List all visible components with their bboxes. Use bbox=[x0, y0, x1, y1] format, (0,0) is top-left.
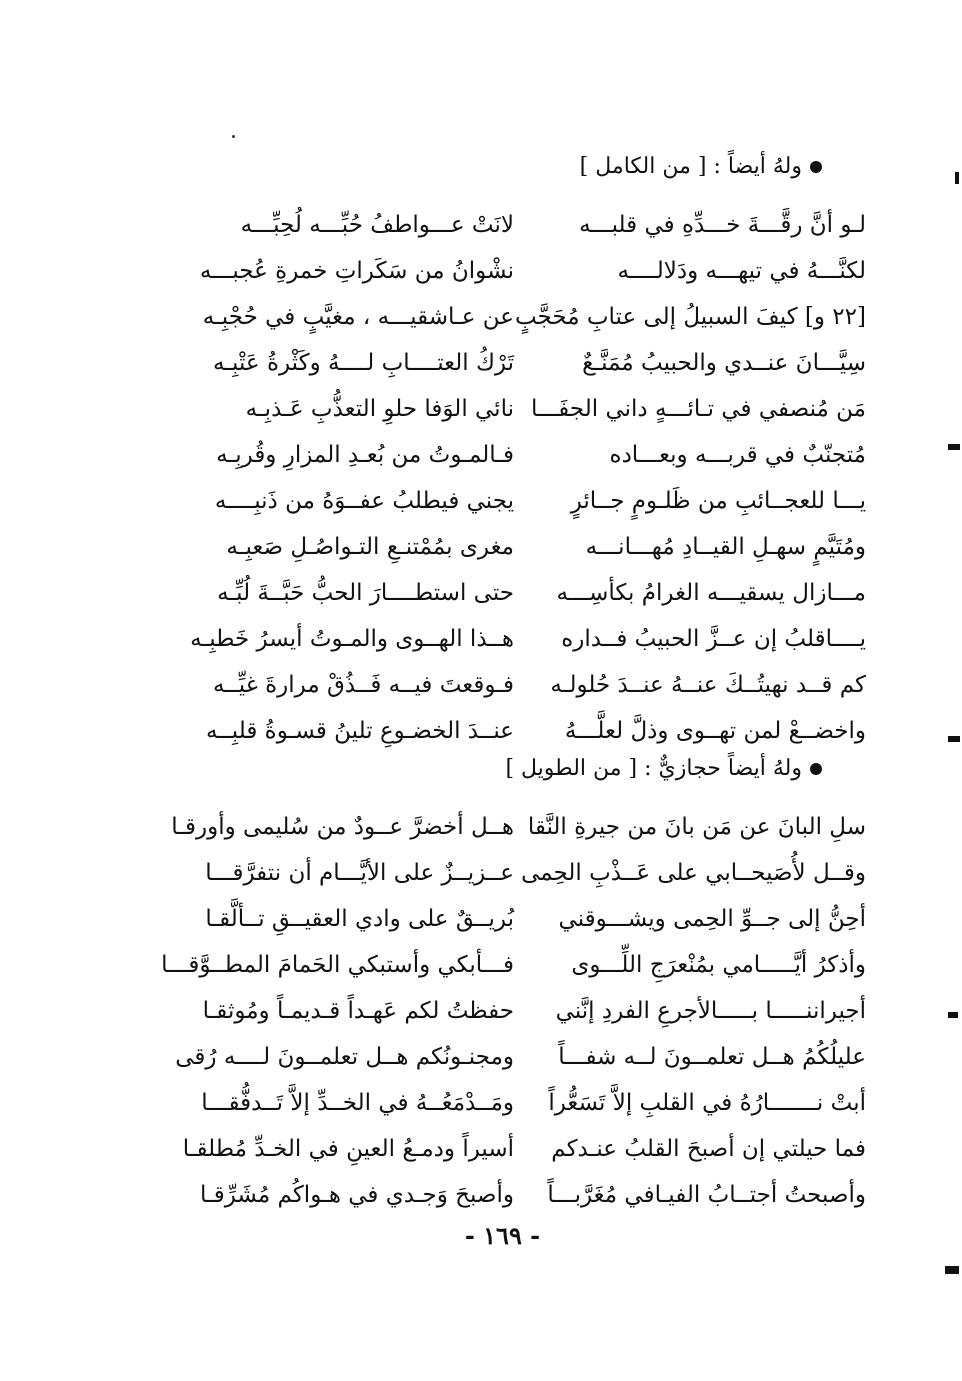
verse-row bbox=[198, 251, 866, 291]
section2-heading-text: ولهُ أيضاً حجازيٌّ : [ من الطويل ] bbox=[505, 756, 802, 781]
verse-first-hemistich: فما حيلتي إن أصبحَ القلبُ عنـدكم bbox=[551, 1136, 866, 1162]
verse-second-hemistich: تَرْكُ العتــــابِ لــــهُ وكَثْرةُ عَتْبِـه bbox=[212, 350, 514, 376]
verse-second-hemistich: ومجنـونُكم هــل تعلمــونَ لــــه رُقى bbox=[175, 1044, 514, 1070]
verse-first-hemistich: سِيَّـــانَ عنــدي والحبيبُ مُمَنَّـعٌ bbox=[582, 350, 866, 376]
verse-row bbox=[198, 1083, 866, 1123]
verse-first-hemistich: يــــاقلبُ إن عــزَّ الحبيبُ فــداره bbox=[561, 626, 866, 652]
verse-first-hemistich: عليلُكُمُ هــل تعلمــونَ لــه شفـــاً bbox=[558, 1044, 866, 1070]
section1-heading-text: ولهُ أيضاً : [ من الكامل ] bbox=[579, 154, 802, 179]
verse-row bbox=[198, 665, 866, 705]
verse-first-hemistich: أحِنُّ إلى جــوِّ الحِمى ويشـــوقني bbox=[558, 906, 866, 932]
verse-first-hemistich: وقــل لأُصَيحــابي على عَــذْبِ الحِمى bbox=[521, 860, 866, 886]
verse-first-hemistich: واخضــعْ لمن تهــوى وذلَّ لعلَّـــهُ bbox=[564, 718, 866, 744]
margin-mark bbox=[948, 736, 960, 742]
verse-row bbox=[198, 297, 866, 337]
verse-row bbox=[198, 573, 866, 613]
verse-first-hemistich: وأذكرُ أيَّـــــامي بمُنْعرَجِ اللِّـــوى bbox=[571, 952, 866, 978]
verse-first-hemistich: [٢٢ و] كيفَ السبيلُ إلى عتابِ مُحَجَّبٍ bbox=[514, 304, 866, 330]
verse-second-hemistich: فـــأبكي وأستبكي الحَمامَ المطــوَّقـــا bbox=[161, 952, 514, 978]
verse-second-hemistich: حفظتُ لكم عَهـداً قـديمـاً ومُوثقـا bbox=[202, 998, 514, 1024]
margin-mark bbox=[955, 172, 959, 184]
verse-row bbox=[171, 807, 866, 847]
verse-row bbox=[198, 343, 866, 383]
margin-mark bbox=[948, 1012, 958, 1018]
page-number: - ١٦٩ - bbox=[464, 1221, 541, 1250]
verse-first-hemistich: مُتجنّبٌ في قربـــه وبعـــاده bbox=[609, 442, 866, 468]
verse-second-hemistich: أسيراً ودمـعُ العينِ في الخـدِّ مُطلقـا bbox=[182, 1136, 514, 1162]
verse-row bbox=[198, 481, 866, 521]
verse-second-hemistich: ومَــدْمَعُــهُ في الخــدِّ إلاَّ تَــدفُّقـــا bbox=[201, 1090, 514, 1116]
verse-first-hemistich: أجيراننـــــا بـــــالأجرعِ الفردِ إنَّني bbox=[555, 998, 866, 1024]
verse-first-hemistich: مـــازال يسقيـــه الغرامُ بكأسِـــه bbox=[556, 580, 866, 606]
scan-speck bbox=[232, 135, 235, 138]
bullet-icon bbox=[810, 161, 822, 173]
verse-row bbox=[190, 619, 866, 659]
verse-second-hemistich: وأصبحَ وَجـدي في هـواكُم مُشَرِّقـا bbox=[199, 1182, 514, 1208]
verse-second-hemistich: عنــدَ الخضـوعِ تلينُ قسـوةُ قلبِــه bbox=[206, 718, 514, 744]
verse-second-hemistich: عن عـاشقيـــه ، مغيَّبٍ في حُجْبِـه bbox=[202, 304, 514, 330]
verse-row bbox=[198, 205, 866, 245]
verse-row bbox=[198, 991, 866, 1031]
section2-heading bbox=[182, 754, 822, 784]
verse-row bbox=[175, 1037, 866, 1077]
verse-second-hemistich: نشْوانُ من سَكَراتِ خمرةِ عُجبـــه bbox=[199, 258, 514, 284]
margin-mark bbox=[948, 444, 960, 450]
verse-first-hemistich: سلِ البانَ عن مَن بانَ من جيرةِ النَّقا bbox=[527, 814, 866, 840]
verse-second-hemistich: هــذا الهــوى والمـوتُ أيسرُ خَطبِـه bbox=[190, 626, 514, 652]
verse-second-hemistich: لانَتْ عـــواطفُ حُبِّـــه لُحِبِّـــه bbox=[240, 212, 514, 238]
verse-row bbox=[198, 435, 866, 475]
verse-first-hemistich: لـو أنَّ رقَّـــةَ خـــدِّهِ في قلبـــه bbox=[579, 212, 866, 238]
verse-second-hemistich: مغرى بمُمْتنـعِ التـواصُـلِ صَعبِـه bbox=[226, 534, 514, 560]
verse-second-hemistich: فـوقعتَ فيــه فَــذُقْ مرارةَ غيِّــه bbox=[213, 672, 514, 698]
verse-row bbox=[198, 711, 866, 751]
verse-first-hemistich: أبتْ نـــــــارُهُ في القلبِ إلاَّ تَسَعُّراً bbox=[548, 1090, 866, 1116]
verse-first-hemistich: كم قــد نهيتُــكَ عنــهُ عنــدَ حُلولـه bbox=[550, 672, 866, 698]
verse-row bbox=[198, 389, 866, 429]
verse-first-hemistich: يـــا للعجــائبِ من ظَلـومٍ جــائرٍ bbox=[570, 488, 866, 514]
verse-second-hemistich: حتى استطــــارَ الحبُّ حَبَّــةَ لُبِّـه bbox=[217, 580, 514, 606]
verse-first-hemistich: مَن مُنصفي في تـائـــهٍ داني الجفَـــا bbox=[531, 396, 866, 422]
section1-heading bbox=[182, 152, 822, 182]
verse-row bbox=[182, 1129, 866, 1169]
verse-second-hemistich: يجني فيطلبُ عفــوَهُ من ذَنبِــــه bbox=[214, 488, 514, 514]
verse-row bbox=[161, 945, 866, 985]
verse-second-hemistich: نائي الوَفا حلوِ التعذُّبِ عَـذبِـه bbox=[245, 396, 514, 422]
verse-second-hemistich: بُريــقٌ على وادي العقيــقِ تــألَّقـا bbox=[205, 906, 514, 932]
verse-first-hemistich: ومُتَيَّمٍ سهـلِ القيــادِ مُهـــانـــه bbox=[585, 534, 866, 560]
verse-second-hemistich: عــزيــزٌ على الأيَّـــام أن نتفرَّقـــا bbox=[205, 860, 514, 886]
verse-row bbox=[198, 899, 866, 939]
verse-second-hemistich: هــل أخضرَّ عــودٌ من سُليمى وأورقـا bbox=[171, 814, 514, 840]
verse-first-hemistich: وأصبحتُ أجتــابُ الفيـافي مُغَرَّبـــاً bbox=[547, 1182, 866, 1208]
verse-first-hemistich: لكنَّـــهُ في تيهـــه ودَلالــــه bbox=[617, 258, 866, 284]
verse-second-hemistich: فـالمـوتُ من بُعـدِ المزارِ وقُربِـه bbox=[216, 442, 514, 468]
verse-row bbox=[198, 853, 866, 893]
verse-row bbox=[198, 1175, 866, 1215]
bullet-icon bbox=[810, 763, 822, 775]
verse-row bbox=[198, 527, 866, 567]
margin-mark bbox=[945, 1266, 959, 1274]
